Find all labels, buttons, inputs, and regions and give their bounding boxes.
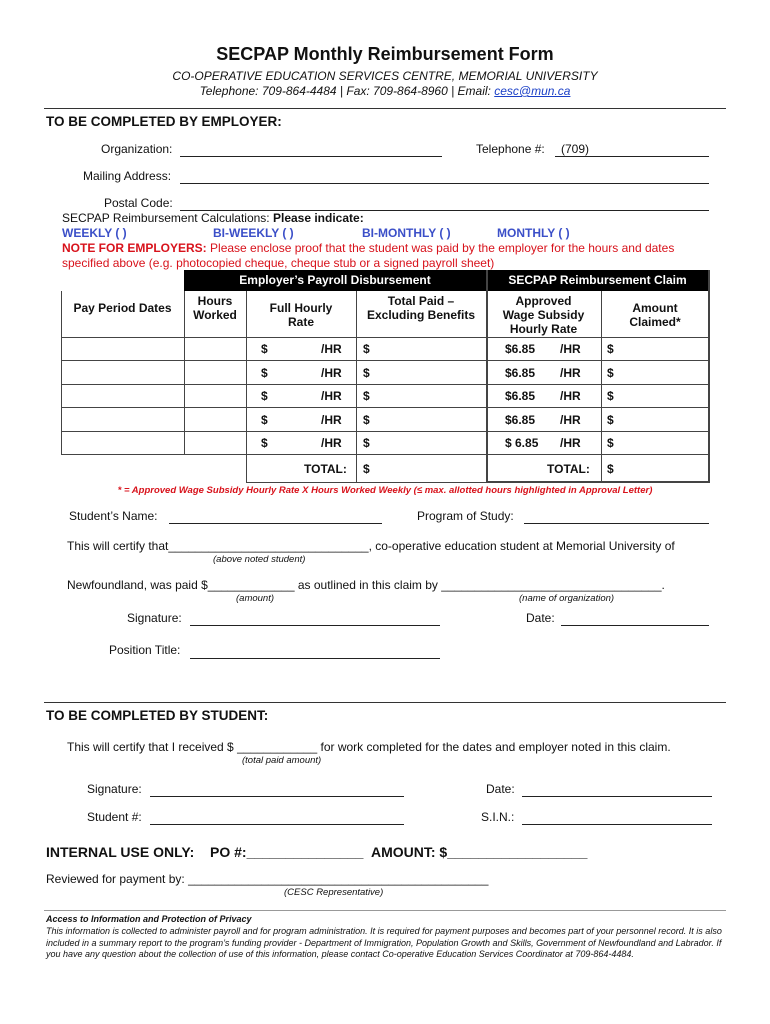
telephone-label: Telephone #: — [476, 142, 545, 156]
certify-line2 — [67, 578, 665, 592]
grid-line — [61, 360, 709, 361]
postal-label: Postal Code: — [104, 196, 173, 210]
student-blank[interactable]: ______________________________ — [168, 539, 369, 553]
note-bold: NOTE FOR EMPLOYERS: — [62, 241, 207, 255]
certify-text-b: , co-operative education student at Memorial University of — [368, 539, 675, 553]
privacy-body: This information is collected to administer payroll and for program administration. It is required for payment purposes and becomes part of your personnel record. It is also included in a summary report to the program’s funding provider - Department of Immigration, Population Growth and Skills, Government of Newfoundland and Labrador. If you have any question about the collection of use of this information, please contact Co-operative Education Services Coordinator at 709-864-4484. — [46, 926, 722, 959]
row-hr: /HR — [321, 342, 342, 356]
row-rate-hr: /HR — [560, 389, 581, 403]
row-dollar[interactable]: $ — [261, 366, 268, 380]
option-monthly[interactable]: MONTHLY ( ) — [497, 226, 570, 240]
header-rate-2: Rate — [287, 315, 314, 329]
band-employer: Employer’s Payroll Disbursement — [184, 270, 486, 291]
privacy-heading: Access to Information and Protection of Privacy — [46, 914, 252, 924]
row-paid[interactable]: $ — [363, 342, 370, 356]
header-subsidy-1: Approved — [515, 294, 572, 308]
student-number-field[interactable] — [150, 824, 404, 825]
header-hours-2: Worked — [193, 308, 237, 322]
contact-line — [0, 84, 770, 98]
row-rate-hr: /HR — [560, 342, 581, 356]
mailing-label: Mailing Address: — [83, 169, 172, 183]
header-rate-1: Full Hourly — [269, 301, 333, 315]
row-claimed[interactable]: $ — [607, 436, 614, 450]
organization-label: Organization: — [101, 142, 173, 156]
header-hours-1: Hours — [197, 294, 233, 308]
grid-line — [61, 407, 709, 408]
calc-line — [62, 211, 364, 225]
received-line — [67, 740, 671, 754]
received-text-a: This will certify that I received $ — [67, 740, 238, 754]
above-noted-caption: (above noted student) — [213, 554, 306, 565]
student-name-label: Student’s Name: — [69, 509, 158, 523]
student-date-field[interactable] — [522, 796, 712, 797]
received-text-b: for work completed for the dates and employer noted in this claim. — [317, 740, 671, 754]
row-dollar[interactable]: $ — [261, 436, 268, 450]
row-rate-hr: /HR — [560, 436, 581, 450]
grid-line — [356, 291, 357, 482]
employer-date-label: Date: — [526, 611, 555, 625]
grid-line — [246, 291, 247, 482]
amount-caption: (amount) — [236, 593, 275, 604]
nl-text-a: Newfoundland, was paid $ — [67, 578, 208, 592]
organization-field[interactable] — [180, 156, 442, 157]
received-blank[interactable]: ____________ — [237, 740, 318, 754]
po-field[interactable]: PO #:_______________ — [210, 844, 364, 860]
employer-signature-field[interactable] — [190, 625, 440, 626]
position-field[interactable] — [190, 658, 440, 659]
student-signature-label: Signature: — [87, 782, 142, 796]
org-caption: (name of organization) — [519, 593, 615, 604]
position-label: Position Title: — [109, 643, 181, 657]
nl-text-b: as outlined in this claim by — [294, 578, 442, 592]
row-paid[interactable]: $ — [363, 436, 370, 450]
header-subsidy — [486, 294, 601, 336]
certify-text-a: This will certify that — [67, 539, 169, 553]
total-left-value[interactable]: $ — [363, 462, 370, 476]
grid-line — [61, 384, 709, 385]
grid-line — [61, 291, 62, 454]
reviewed-blank[interactable]: _____________________________________________ — [188, 872, 489, 886]
total-right-label: TOTAL: — [547, 462, 590, 476]
row-rate: $6.85 — [505, 342, 536, 356]
row-rate: $6.85 — [505, 389, 536, 403]
row-paid[interactable]: $ — [363, 366, 370, 380]
sin-field[interactable] — [522, 824, 712, 825]
band-secpap: SECPAP Reimbursement Claim — [486, 270, 709, 291]
employer-date-field[interactable] — [561, 625, 709, 626]
grid-line — [61, 337, 709, 338]
grid-line — [61, 431, 709, 432]
grid-line — [486, 481, 710, 483]
row-hr: /HR — [321, 413, 342, 427]
email-link[interactable]: cesc@mun.ca — [494, 84, 571, 98]
employer-signature-label: Signature: — [127, 611, 182, 625]
header-claimed-2: Claimed* — [629, 315, 681, 329]
option-weekly[interactable]: WEEKLY ( ) — [62, 226, 127, 240]
mailing-field[interactable] — [180, 183, 709, 184]
option-bimonthly[interactable]: BI-MONTHLY ( ) — [362, 226, 451, 240]
section-divider — [44, 702, 726, 703]
row-claimed[interactable]: $ — [607, 366, 614, 380]
telephone-value: (709) — [561, 142, 590, 156]
sin-label: S.I.N.: — [481, 810, 515, 824]
calc-bold: Please indicate: — [272, 211, 364, 225]
row-rate: $6.85 — [505, 413, 536, 427]
student-date-label: Date: — [486, 782, 515, 796]
nl-end: . — [661, 578, 665, 592]
row-rate-hr: /HR — [560, 366, 581, 380]
program-label: Program of Study: — [417, 509, 514, 523]
grid-line — [601, 291, 602, 482]
header-claimed-1: Amount — [632, 301, 678, 315]
header-paid-2: Excluding Benefits — [366, 308, 476, 322]
employer-heading: TO BE COMPLETED BY EMPLOYER: — [46, 114, 282, 129]
grid-line — [184, 291, 185, 454]
row-dollar[interactable]: $ — [261, 342, 268, 356]
row-claimed[interactable]: $ — [607, 389, 614, 403]
header-subsidy-3: Hourly Rate — [509, 322, 578, 336]
form-title: SECPAP Monthly Reimbursement Form — [216, 44, 554, 64]
section-divider — [44, 910, 726, 911]
header-claimed — [601, 301, 709, 329]
note-line2: specified above (e.g. photocopied cheque, cheque stub or a signed payroll sheet) — [62, 256, 495, 270]
student-heading: TO BE COMPLETED BY STUDENT: — [46, 708, 269, 723]
row-hr: /HR — [321, 366, 342, 380]
row-hr: /HR — [321, 389, 342, 403]
program-field[interactable] — [524, 523, 709, 524]
option-biweekly[interactable]: BI-WEEKLY ( ) — [213, 226, 294, 240]
row-paid[interactable]: $ — [363, 389, 370, 403]
row-rate: $6.85 — [505, 366, 536, 380]
org-blank[interactable]: _________________________________ — [441, 578, 662, 592]
reviewed-line — [46, 872, 488, 886]
student-signature-field[interactable] — [150, 796, 404, 797]
org-line: CO-OPERATIVE EDUCATION SERVICES CENTRE, MEMORIAL UNIVERSITY — [172, 69, 598, 83]
grid-line — [61, 454, 709, 455]
header-subsidy-2: Wage Subsidy — [502, 308, 585, 322]
grid-line — [708, 270, 710, 482]
reviewed-label: Reviewed for payment by: — [46, 872, 189, 886]
section-divider — [44, 108, 726, 109]
row-dollar[interactable]: $ — [261, 413, 268, 427]
row-claimed[interactable]: $ — [607, 413, 614, 427]
row-dollar[interactable]: $ — [261, 389, 268, 403]
student-number-label: Student #: — [87, 810, 142, 824]
row-rate: $ 6.85 — [505, 436, 539, 450]
row-paid[interactable]: $ — [363, 413, 370, 427]
row-claimed[interactable]: $ — [607, 342, 614, 356]
student-name-field[interactable] — [169, 523, 382, 524]
table-footnote: * = Approved Wage Subsidy Hourly Rate X Hours Worked Weekly (≤ max. allotted hours highlighted in Approval Letter) — [117, 485, 653, 496]
calc-prefix: SECPAP Reimbursement Calculations: — [62, 211, 273, 225]
total-left-label: TOTAL: — [304, 462, 347, 476]
header-rate — [246, 301, 356, 329]
cesc-rep-caption: (CESC Representative) — [284, 887, 384, 898]
telephone-field[interactable] — [555, 156, 709, 157]
certify-line1 — [67, 539, 675, 553]
header-paid-1: Total Paid – — [387, 294, 455, 308]
grid-line — [486, 270, 488, 482]
header-hours — [184, 294, 246, 322]
total-right-value[interactable]: $ — [607, 462, 614, 476]
total-paid-caption: (total paid amount) — [242, 755, 322, 766]
contact-text: Telephone: 709-864-4484 | Fax: 709-864-8960 | Email: — [199, 84, 495, 98]
row-rate-hr: /HR — [560, 413, 581, 427]
employer-note — [62, 241, 674, 255]
note-line1: Please enclose proof that the student was paid by the employer for the hours and dates — [206, 241, 675, 255]
header-paid — [356, 294, 486, 322]
amount-field[interactable]: AMOUNT: $__________________ — [371, 844, 588, 860]
amount-blank[interactable]: _____________ — [207, 578, 295, 592]
internal-use-label: INTERNAL USE ONLY: — [46, 844, 195, 860]
header-pay-period: Pay Period Dates — [73, 301, 172, 315]
row-hr: /HR — [321, 436, 342, 450]
